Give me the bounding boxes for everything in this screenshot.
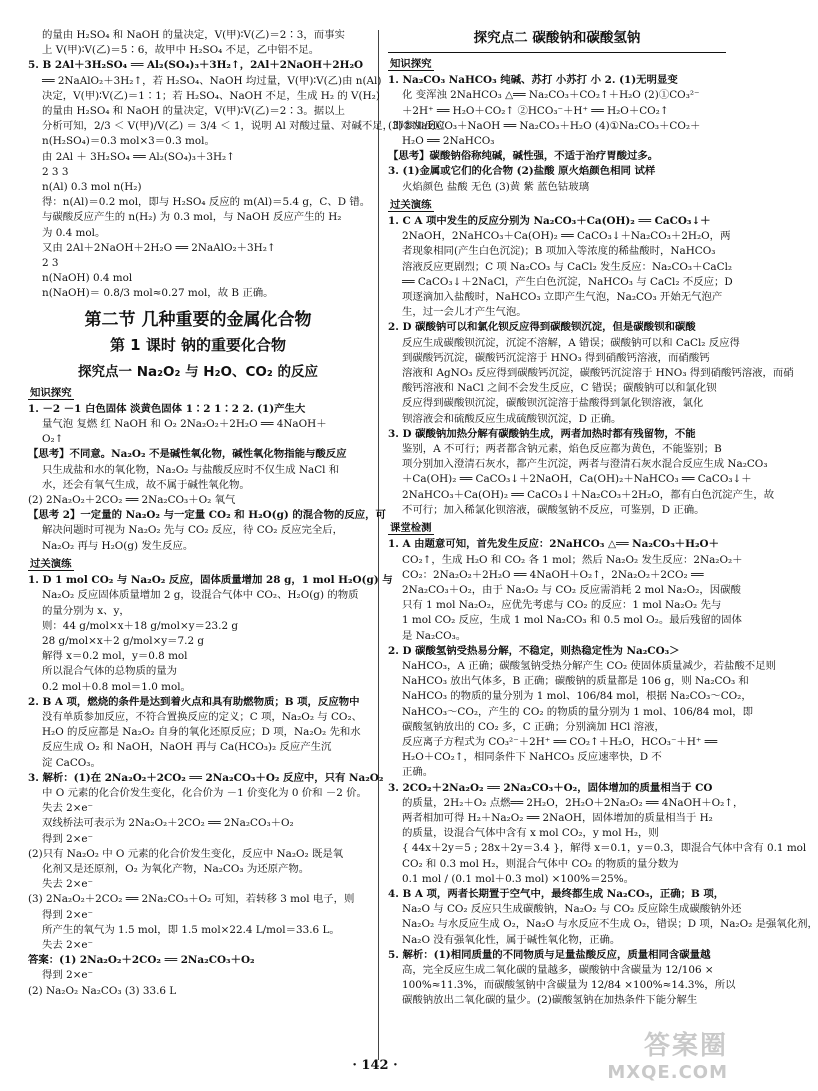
text-line: 3. 解析：(1)在 2Na₂O₂＋2CO₂ ══ 2Na₂CO₃＋O₂ 反应中，只有 Na₂O₂ bbox=[28, 771, 384, 784]
text-line: 0.2 mol＋0.8 mol＝1.0 mol。 bbox=[42, 680, 191, 693]
text-line: 没有单质参加反应，不符合置换反应的定义；C 项，Na₂O₂ 与 CO₂、 bbox=[42, 710, 363, 723]
text-line: 项逐滴加入盐酸时，NaHCO₃ 立即产生气泡，Na₂CO₃ 开始无气泡产 bbox=[402, 291, 723, 304]
left-knowledge-text bbox=[28, 402, 386, 554]
text-line: (2) Na₂O₂ Na₂CO₃ (3) 33.6 L bbox=[28, 984, 177, 997]
text-line: 水，还会有氧气生成，故不属于碱性氧化物。 bbox=[42, 478, 250, 491]
text-line: 反应离子方程式为 CO₃²⁻＋2H⁺ ══ CO₂↑＋H₂O，HCO₃⁻＋H⁺ ══ bbox=[402, 735, 718, 748]
text-line: Na₂O 没有强氧化性，属于碱性氧化物，正确。 bbox=[402, 933, 621, 946]
text-line: 反应生成碳酸钡沉淀，沉淀不溶解，A 错误；碳酸钠可以和 CaCl₂ 反应得 bbox=[402, 336, 740, 349]
text-line: 失去 2×e⁻ bbox=[42, 802, 94, 815]
text-line: n(Al) 0.3 mol n(H₂) bbox=[42, 181, 142, 194]
text-line: n(NaOH) 0.4 mol bbox=[42, 272, 133, 285]
text-line: 化 变浑浊 2NaHCO₃ △══ Na₂CO₃＋CO₂↑＋H₂O (2)①CO₃²⁻ bbox=[402, 89, 700, 102]
text-line: 的量分别为 x、y， bbox=[42, 604, 130, 617]
text-line: H₂O＋CO₂↑，相同条件下 NaHCO₃ 反应速率快，D 不 bbox=[402, 751, 662, 764]
text-line: 淀 CaCO₃。 bbox=[42, 756, 101, 769]
knowledge-tag-right: 知识探究 bbox=[390, 58, 432, 70]
text-line: ══ CaCO₃↓＋2NaCl，产生白色沉淀，NaHCO₃ 与 CaCl₂ 不反应；D bbox=[402, 275, 733, 288]
text-line: (3) 2Na₂O₂＋2CO₂ ══ 2Na₂CO₃＋O₂ 可知，若转移 3 mol 电子，则 bbox=[28, 893, 355, 906]
text-line: 28 g/mol×x＋2 g/mol×y＝7.2 g bbox=[42, 634, 205, 647]
knowledge-tag: 知识探究 bbox=[30, 386, 72, 399]
text-line: 的量由 H₂SO₄ 和 NaOH 的量决定，V(甲)∶V(乙)＝2∶3。据以上 bbox=[42, 105, 345, 118]
topic-underline bbox=[388, 52, 726, 53]
watermark-logo bbox=[607, 1025, 728, 1083]
text-line: 1. A 由题意可知，首先发生反应：2NaHCO₃ △══ Na₂CO₃＋H₂O＋ bbox=[388, 538, 719, 551]
text-line: H₂O 的反应都是 Na₂O₂ 自身的氧化还原反应；D 项，Na₂O₂ 先和水 bbox=[42, 726, 361, 739]
text-line: 钡溶液会和硫酸反应生成硫酸钡沉淀，D 正确。 bbox=[402, 412, 622, 425]
text-line: 1 mol CO₂ 反应，生成 1 mol Na₂CO₃ 和 0.5 mol O₂。最后残留的固体 bbox=[402, 614, 742, 627]
text-line: 得到 2×e⁻ bbox=[42, 969, 94, 982]
text-line: 反应生成 O₂ 和 NaOH，NaOH 再与 Ca(HCO₃)₂ 反应产生沉 bbox=[42, 741, 332, 754]
text-line: n(H₂SO₄)＝0.3 mol×3＝0.3 mol。 bbox=[42, 135, 215, 148]
text-line: 所产生的氧气为 1.5 mol，即 1.5 mol×22.4 L/mol＝33.6 L。 bbox=[42, 923, 340, 936]
text-line: 的质量，2H₂＋O₂ 点燃══ 2H₂O，2H₂O＋2Na₂O₂ ══ 4NaOH＋O₂↑， bbox=[402, 796, 744, 809]
text-line: NaHCO₃～CO₂，产生的 CO₂ 的物质的量分别为 1 mol、106/84 mol，即 bbox=[402, 705, 754, 718]
text-line: 2NaOH，2NaHCO₃＋Ca(OH)₂ ══ CaCO₃↓＋Na₂CO₃＋2H₂O，两 bbox=[402, 230, 731, 243]
text-line: O₂↑ bbox=[42, 433, 64, 446]
text-line: 3. 2CO₂＋2Na₂O₂ ══ 2Na₂CO₃＋O₂，固体增加的质量相当于 CO bbox=[388, 781, 713, 794]
text-line: 又由 2Al＋2NaOH＋2H₂O ══ 2NaAlO₂＋3H₂↑ bbox=[42, 241, 276, 254]
text-line: ══ 2NaAlO₂＋3H₂↑，若 H₂SO₄、NaOH 均过量，V(甲)∶V(乙)由 n(Al) bbox=[42, 74, 382, 87]
topic-two-title: 探究点二 碳酸钠和碳酸氢钠 bbox=[473, 30, 641, 46]
text-line: 项分别加入澄清石灰水，都产生沉淀，两者与澄清石灰水混合反应生成 Na₂CO₃ bbox=[402, 458, 768, 471]
text-line: CO₂：2Na₂O₂＋2H₂O ══ 4NaOH＋O₂↑，2Na₂O₂＋2CO₂ ══ bbox=[402, 568, 704, 581]
text-line: 碳酸氢钠放出的 CO₂ 多，C 正确；分别滴加 HCl 溶液， bbox=[402, 720, 665, 733]
text-line: 失去 2×e⁻ bbox=[42, 938, 94, 951]
text-line: 2 3 bbox=[42, 257, 59, 270]
topic-one-title: 探究点一 Na₂O₂ 与 H₂O、CO₂ 的反应 bbox=[78, 363, 318, 380]
text-line: 【思考】不同意。Na₂O₂ 不是碱性氧化物，碱性氧化物指能与酸反应 bbox=[28, 448, 347, 461]
text-line: 火焰颜色 盐酸 无色 (3)黄 紫 蓝色钴玻璃 bbox=[402, 180, 590, 193]
text-line: 双线桥法可表示为 2Na₂O₂＋2CO₂ ══ 2Na₂CO₃＋O₂ bbox=[42, 817, 294, 830]
text-line: 只生成盐和水的氧化物，Na₂O₂ 与盐酸反应时不仅生成 NaCl 和 bbox=[42, 463, 340, 476]
text-line: 决定，V(甲)∶V(乙)＝1∶1；若 H₂SO₄、NaOH 不足，生成 H₂ 的 V(H₂) bbox=[42, 89, 380, 102]
text-line: 化剂又是还原剂，O₂ 为氧化产物，Na₂CO₃ 为还原产物。 bbox=[42, 862, 310, 875]
text-line: 2. B A 项，燃烧的条件是达到着火点和具有助燃物质；B 项，反应物中 bbox=[28, 695, 360, 708]
text-line: 2Na₂CO₃＋O₂，由于 Na₂O₂ 与 CO₂ 反应需消耗 2 mol Na₂O₂，因碳酸 bbox=[402, 583, 741, 596]
text-line: 反应得到碳酸钡沉淀，碳酸钡沉淀溶于盐酸得到氯化钡溶液，氯化 bbox=[402, 397, 704, 410]
text-line: 3. (1)金属或它们的化合物 (2)盐酸 原火焰颜色相同 试样 bbox=[388, 165, 656, 178]
practice-tag: 过关演练 bbox=[30, 557, 72, 570]
text-line: 得到 2×e⁻ bbox=[42, 832, 94, 845]
right-check-text bbox=[388, 537, 818, 1008]
watermark-text: 答案圈 bbox=[643, 1031, 728, 1061]
left-practice-text bbox=[28, 573, 393, 999]
text-line: 解决问题时可视为 Na₂O₂ 先与 CO₂ 反应，待 CO₂ 反应完全后， bbox=[42, 524, 344, 537]
text-line: NaHCO₃，A 正确；碳酸氢钠受热分解产生 CO₂ 使固体质量减少，若盐酸不足则 bbox=[402, 659, 776, 672]
text-line: 高，完全反应生成二氧化碳的量越多，碳酸钠中含碳量为 12/106 × bbox=[402, 963, 714, 976]
text-line: 碳酸钠放出二氧化碳的量少。(2)碳酸氢钠在加热条件下能分解生 bbox=[402, 994, 698, 1007]
text-line: 到碳酸钙沉淀，碳酸钙沉淀溶于 HNO₃ 得到硝酸钙溶液，而硝酸钙 bbox=[402, 351, 710, 364]
text-line: 中 O 元素的化合价发生变化，化合价为 －1 价变化为 0 价和 －2 价。 bbox=[42, 786, 367, 799]
text-line: ＋2H⁺ ══ H₂O＋CO₂↑ ②HCO₃⁻＋H⁺ ══ H₂O＋CO₂↑ bbox=[402, 104, 669, 117]
page-number: · 142 · bbox=[352, 1058, 398, 1073]
text-line: 1. D 1 mol CO₂ 与 Na₂O₂ 反应，固体质量增加 28 g，1 mol H₂O(g) 与 bbox=[28, 574, 393, 587]
text-line: 由 2Al ＋ 3H₂SO₄ ══ Al₂(SO₄)₃＋3H₂↑ bbox=[42, 150, 235, 163]
text-line: (2)只有 Na₂O₂ 中 O 元素的化合价发生变化，反应中 Na₂O₂ 既是氧 bbox=[28, 847, 344, 860]
text-line: 2. D 碳酸钠可以和氯化钡反应得到碳酸钡沉淀，但是碳酸钡和碳酸 bbox=[388, 321, 696, 334]
text-line: 【思考】碳酸钠俗称纯碱，碱性强，不适于治疗胃酸过多。 bbox=[388, 150, 659, 163]
text-line: Na₂O₂ 与水反应生成 O₂，Na₂O 与水反应不生成 O₂，错误；D 项，Na₂O₂ 是强氧化剂， bbox=[402, 918, 818, 931]
text-line: 失去 2×e⁻ bbox=[42, 878, 94, 891]
text-line: 的质量，设混合气体中含有 x mol CO₂，y mol H₂，则 bbox=[402, 827, 659, 840]
watermark-url: MXQE.COM bbox=[607, 1062, 728, 1083]
text-line: 生，过一会儿才产生气泡。 bbox=[402, 306, 527, 319]
section-title: 第二节 几种重要的金属化合物 bbox=[84, 309, 312, 330]
text-line: 所以混合气体的总物质的量为 bbox=[42, 665, 178, 678]
text-line: 两者相加可得 H₂＋Na₂O₂ ══ 2NaOH，固体增加的质量相当于 H₂ bbox=[402, 811, 713, 824]
lesson-title: 第 1 课时 钠的重要化合物 bbox=[109, 335, 287, 354]
text-line: 4. B A 项，两者长期置于空气中，最终都生成 Na₂CO₃，正确；B 项， bbox=[388, 887, 725, 900]
text-line: Na₂O₂ 再与 H₂O(g) 发生反应。 bbox=[42, 539, 194, 552]
text-line: Na₂O 与 CO₂ 反应只生成碳酸钠，Na₂O₂ 与 CO₂ 反应除生成碳酸钠外还 bbox=[402, 903, 742, 916]
text-line: 正确。 bbox=[402, 766, 434, 779]
text-line: 是 Na₂CO₃。 bbox=[402, 629, 467, 642]
text-line: 答案：(1) 2Na₂O₂＋2CO₂ ══ 2Na₂CO₃＋O₂ bbox=[28, 954, 255, 967]
text-line: n(NaOH)＝ 0.8/3 mol≈0.27 mol，故 B 正确。 bbox=[42, 287, 274, 300]
text-line: 得：n(Al)＝0.2 mol，即与 H₂SO₄ 反应的 m(Al)＝5.4 g，C、D 错。 bbox=[42, 196, 371, 209]
text-line: 的量由 H₂SO₄ 和 NaOH 的量决定，V(甲)∶V(乙)＝2∶3，而事实 bbox=[42, 29, 345, 41]
text-line: ＋Ca(OH)₂ ══ CaCO₃↓＋2NaOH，Ca(OH)₂＋NaHCO₃ ══ CaCO₃↓＋ bbox=[402, 473, 752, 486]
right-column bbox=[388, 28, 818, 1009]
text-line: 5. B 2Al＋3H₂SO₄ ══ Al₂(SO₄)₃＋3H₂↑，2Al＋2NaOH＋2H₂O bbox=[28, 59, 364, 72]
text-line: H₂O ══ 2NaHCO₃ bbox=[402, 135, 495, 148]
text-line: 1. Na₂CO₃ NaHCO₃ 纯碱、苏打 小苏打 小 2. (1)无明显变 bbox=[388, 74, 678, 87]
right-knowledge-text bbox=[388, 73, 726, 195]
text-line: 分析可知，2/3 ＜ V(甲)/V(乙) ＝ 3/4 ＜ 1，说明 Al 对酸过量、对碱不足，即参加反应 bbox=[42, 120, 445, 133]
text-line: 100%≈11.3%，而碳酸氢钠中含碳量为 12/84 ×100%≈14.3%，所以 bbox=[402, 979, 736, 992]
practice-tag-right: 过关演练 bbox=[390, 198, 432, 211]
text-line: 为 0.4 mol。 bbox=[42, 226, 106, 239]
text-line: { 44x＋2y＝5 ; 28x＋2y＝3.4 }，解得 x＝0.1，y＝0.3，即混合气体中含有 0.1 mol bbox=[402, 842, 807, 855]
text-line: 【思考 2】一定量的 Na₂O₂ 与一定量 CO₂ 和 H₂O(g) 的混合物的反应，可 bbox=[28, 509, 386, 522]
text-line: 则：44 g/mol×x＋18 g/mol×y＝23.2 g bbox=[42, 619, 239, 632]
text-line: 鉴别，A 不可行；两者都含钠元素，焰色反应都为黄色，不能鉴别；B bbox=[402, 443, 722, 456]
right-practice-text bbox=[388, 214, 794, 518]
text-line: 1. C A 项中发生的反应分别为 Na₂CO₃＋Ca(OH)₂ ══ CaCO₃↓＋ bbox=[388, 215, 711, 228]
text-line: NaHCO₃ 的物质的量分别为 1 mol、106/84 mol，根据 Na₂CO₃～CO₂， bbox=[402, 690, 752, 703]
text-line: 0.1 mol / (0.1 mol＋0.3 mol) ×100%＝25%。 bbox=[402, 872, 634, 885]
text-line: 3. D 碳酸钠加热分解有碳酸钠生成，两者加热时都有残留物，不能 bbox=[388, 427, 696, 440]
text-line: 2. D 碳酸氢钠受热易分解，不稳定，则热稳定性为 Na₂CO₃＞ bbox=[388, 644, 680, 657]
text-line: CO₂↑，生成 H₂O 和 CO₂ 各 1 mol；然后 Na₂O₂ 发生反应：2Na₂O₂＋ bbox=[402, 553, 743, 566]
text-line: (3)②NaHCO₃＋NaOH ══ Na₂CO₃＋H₂O (4)①Na₂CO₃＋CO₂＋ bbox=[388, 119, 701, 132]
text-line: 得到 2×e⁻ bbox=[42, 908, 94, 921]
text-line: NaHCO₃ 放出气体多，B 正确；碳酸钠的质量都是 106 g，则 Na₂CO₃ 和 bbox=[402, 675, 749, 688]
text-line: 酸钙溶液和 NaCl 之间不会发生反应，C 错误；碳酸钠可以和氯化钡 bbox=[402, 382, 717, 395]
text-line: 5. 解析：(1)相同质量的不同物质与足量盐酸反应，质量相同含碳量越 bbox=[388, 948, 711, 961]
text-line: 者现象相同(产生白色沉淀)；B 项加入等浓度的稀盐酸时，NaHCO₃ bbox=[402, 245, 716, 258]
text-line: CO₂ 和 0.3 mol H₂，则混合气体中 CO₂ 的物质的量分数为 bbox=[402, 857, 679, 870]
text-line: 溶液和 AgNO₃ 反应得到碳酸钙沉淀，碳酸钙沉淀溶于 HNO₃ 得到硝酸钙溶液，而硝 bbox=[402, 367, 794, 380]
text-line: (2) 2Na₂O₂＋2CO₂ ══ 2Na₂CO₃＋O₂ 氧气 bbox=[28, 494, 236, 507]
text-line: Na₂O₂ 反应固体质量增加 2 g，设混合气体中 CO₂、H₂O(g) 的物质 bbox=[42, 589, 359, 602]
text-line: 1. －2 －1 白色固体 淡黄色固体 1∶2 1∶2 2. (1)产生大 bbox=[28, 402, 306, 415]
text-line: 与碳酸反应产生的 n(H₂) 为 0.3 mol，与 NaOH 反应产生的 H₂ bbox=[42, 211, 342, 224]
text-line: 2NaHCO₃＋Ca(OH)₂ ══ CaCO₃↓＋Na₂CO₃＋2H₂O，都有白色沉淀产生，故 bbox=[402, 488, 775, 501]
text-line: 只有 1 mol Na₂O₂，应优先考虑与 CO₂ 的反应：1 mol Na₂O₂ 先与 bbox=[402, 599, 722, 612]
text-line: 量气泡 复燃 红 NaOH 和 O₂ 2Na₂O₂＋2H₂O ══ 4NaOH＋ bbox=[42, 418, 327, 431]
text-line: 不可行；加入稀氯化钡溶液，碳酸氢钠不反应，可鉴别，D 正确。 bbox=[402, 503, 705, 516]
check-tag: 课堂检测 bbox=[390, 522, 432, 535]
text-line: 溶液反应更剧烈；C 项 Na₂CO₃ 与 CaCl₂ 发生反应：Na₂CO₃＋CaCl₂ bbox=[402, 260, 733, 273]
text-line: 上 V(甲)∶V(乙)＝5∶6，故甲中 H₂SO₄ 不足，乙中铝不足。 bbox=[42, 44, 320, 57]
text-line: 解得 x＝0.2 mol，y＝0.8 mol bbox=[42, 650, 188, 663]
column-divider bbox=[378, 30, 379, 1060]
text-line: 2 3 3 bbox=[42, 165, 69, 178]
